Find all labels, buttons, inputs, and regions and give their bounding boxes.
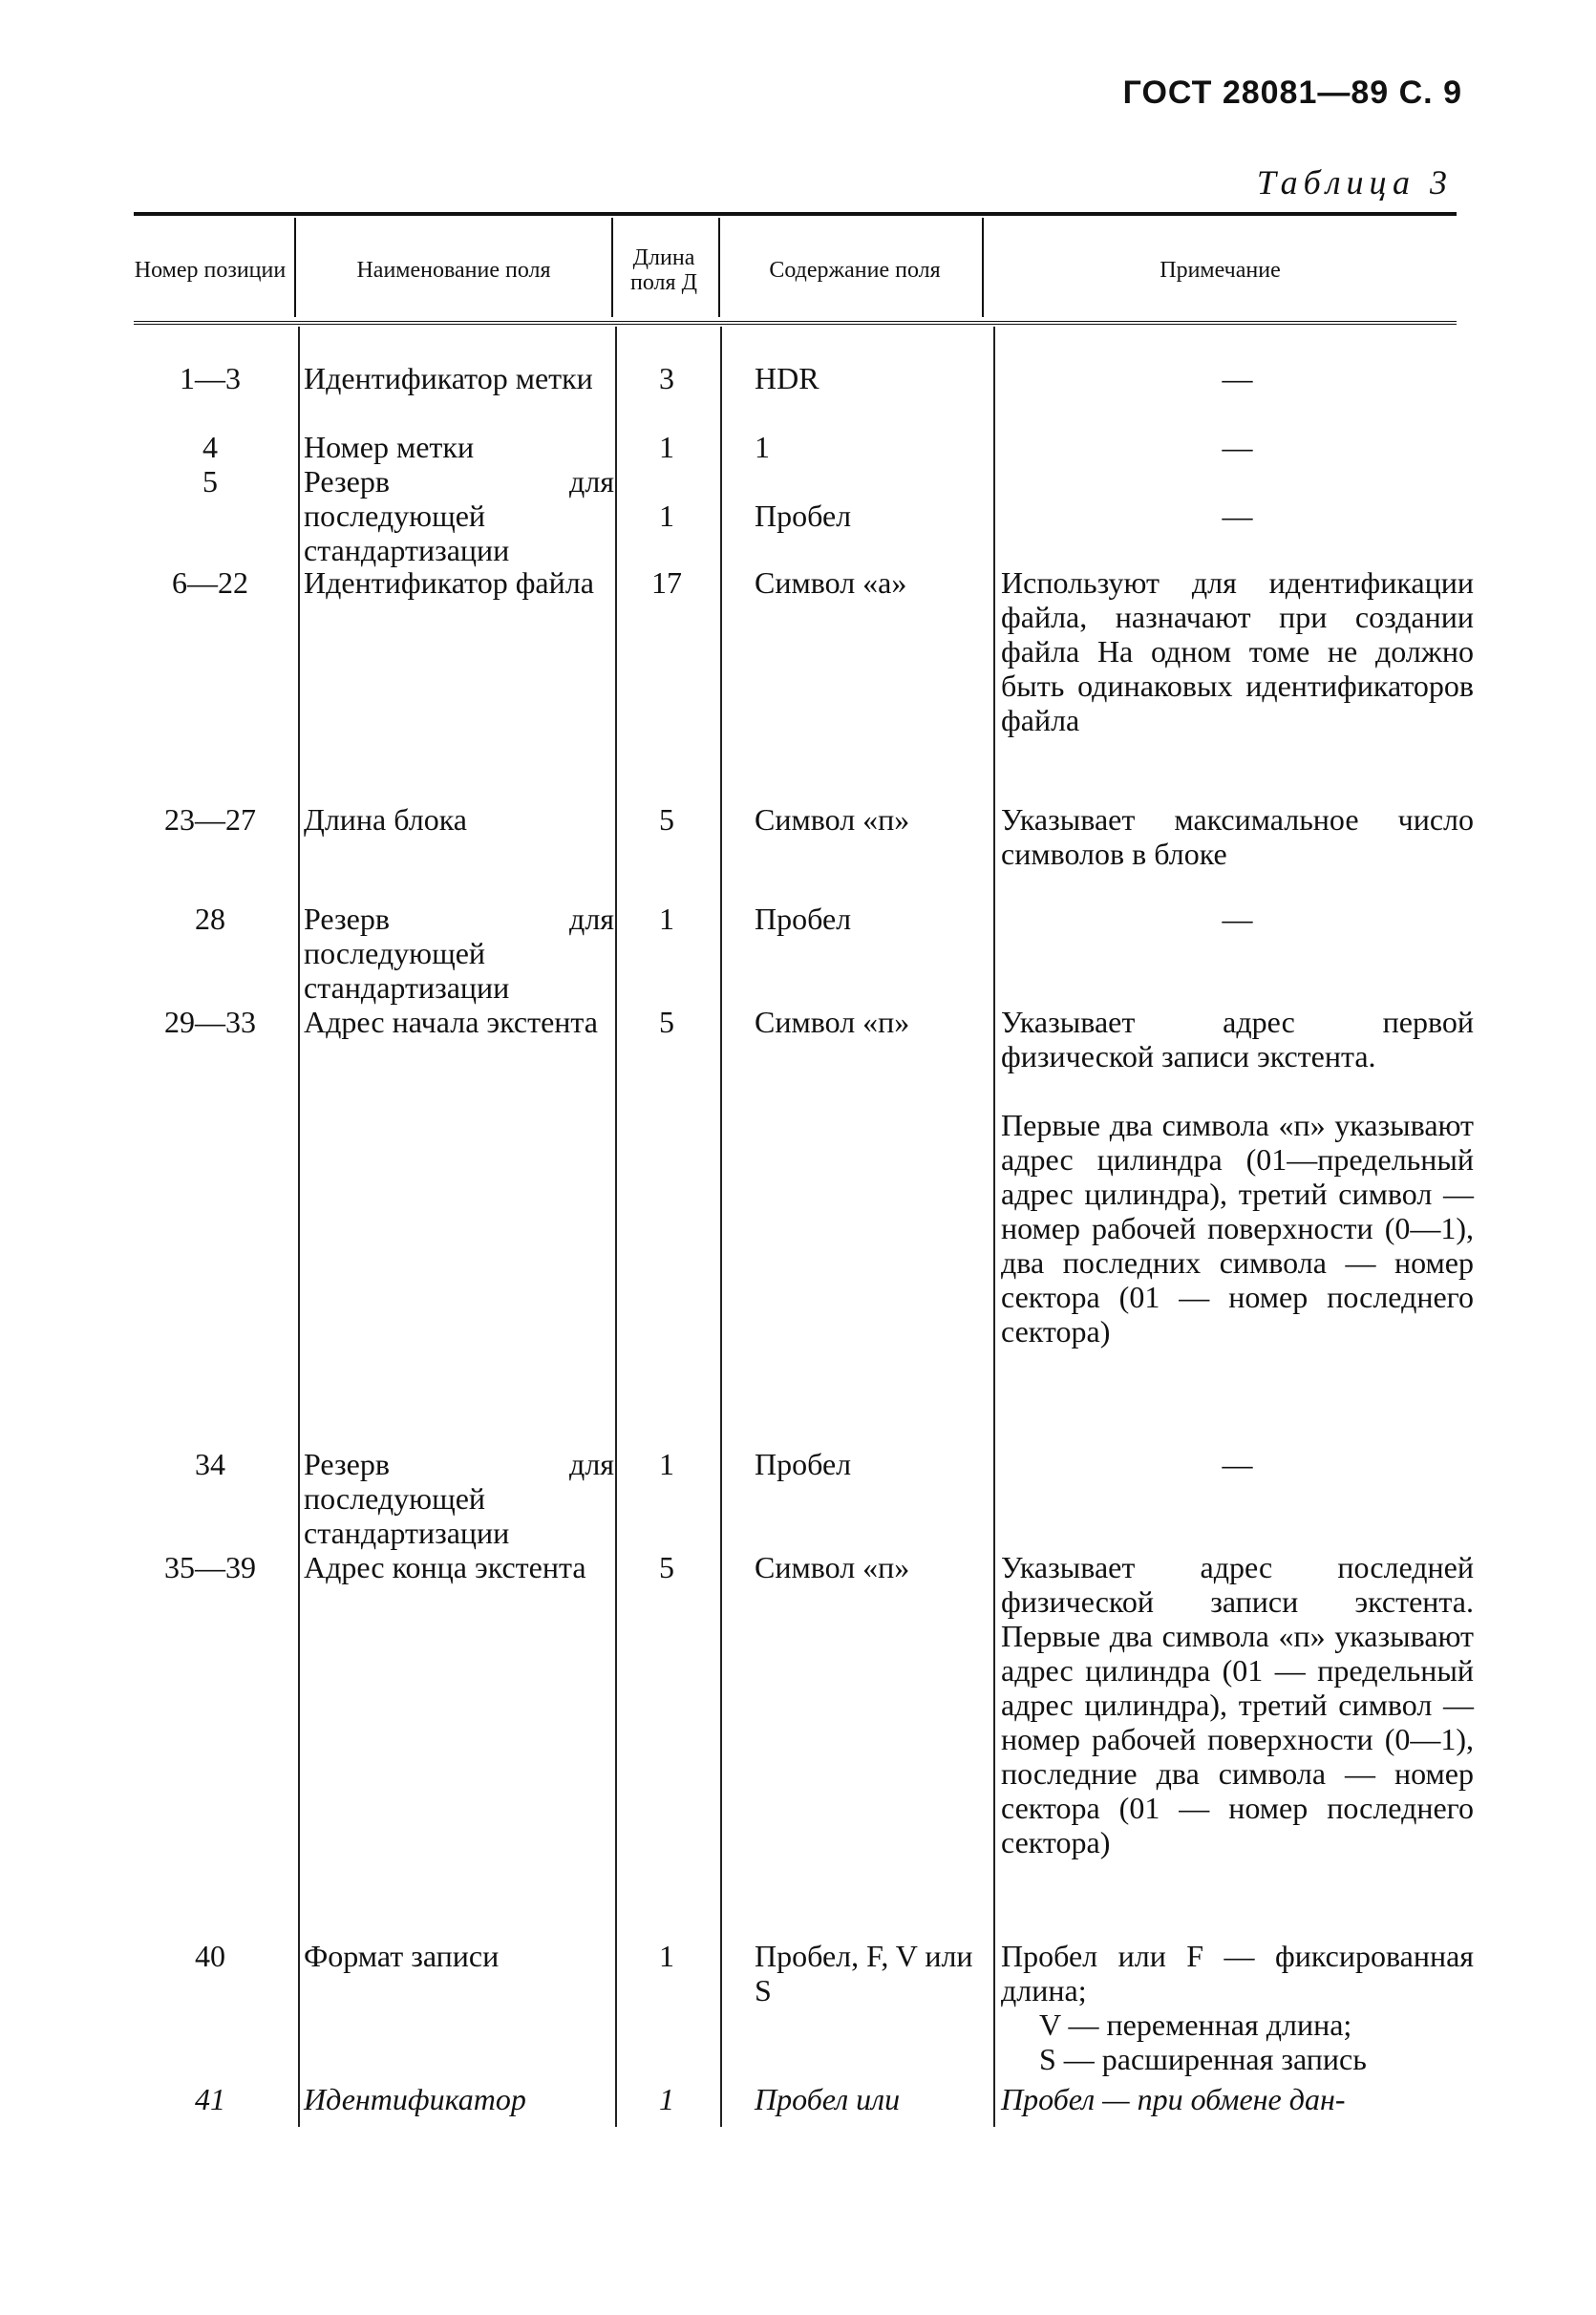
cell-note-continued: Первые два символа «п» указывают адрес цилиндра (01—предельный адрес цилиндра), третий символ — номер рабочей поверхности (0—1), два последних символа — номер сектора (01 — номер последнего сектора) (1001, 1108, 1474, 1349)
cell-len: 5 (659, 1550, 674, 1584)
cell-note: — (1222, 430, 1253, 464)
cell-len: 1 (659, 499, 674, 533)
cell-pos: 41 (195, 2082, 225, 2116)
cell-name: Формат записи (304, 1939, 500, 1973)
cell-note: Используют для идентификации файла, назначают при создании файла На одном томе не должно быть одинаковых идентификаторов файла (1001, 565, 1474, 737)
cell-content: Пробел (755, 902, 852, 936)
cell-note: — (1222, 902, 1253, 936)
cell-note: Указывает адрес последней физической записи экстента. Первые два символа «п» указывают адрес цилиндра (01 — предельный адрес цилиндра), третий символ — номер рабочей поверхности (0—1), последние два символа — номер сектора (01 — номер последнего сектора) (1001, 1550, 1474, 1859)
cell-note: — (1222, 1447, 1253, 1481)
cell-content: 1 (755, 430, 770, 464)
cell-name: Идентификатор метки (304, 361, 593, 395)
cell-pos: 28 (195, 902, 225, 936)
column-divider (298, 327, 300, 2127)
column-divider (993, 327, 995, 2127)
column-divider (615, 327, 617, 2127)
cell-name: Резерв для последующей стандартизации (304, 464, 614, 567)
cell-content: Символ «а» (755, 565, 907, 600)
cell-len: 1 (659, 1939, 674, 1973)
cell-note: Пробел или F — фиксированная длина; (1001, 1939, 1474, 2007)
cell-content: Пробел (755, 499, 852, 533)
cell-name: Резерв для последующей стандартизации (304, 902, 614, 1005)
cell-pos: 40 (195, 1939, 225, 1973)
cell-pos: 4 (202, 430, 218, 464)
cell-content: HDR (755, 361, 819, 395)
cell-pos: 35—39 (164, 1550, 256, 1584)
cell-name: Номер метки (304, 430, 475, 464)
cell-name: Длина блока (304, 802, 467, 837)
cell-len: 1 (659, 902, 674, 936)
table-caption: Таблица 3 (1256, 163, 1453, 202)
cell-content: Пробел, F, V или S (755, 1939, 973, 2007)
header-divider (611, 218, 613, 317)
header-divider (982, 218, 984, 317)
cell-pos: 34 (195, 1447, 225, 1481)
cell-content: Пробел (755, 1447, 852, 1481)
cell-pos: 5 (202, 464, 218, 499)
col-header-len: Длина поля Д (630, 244, 697, 295)
cell-len: 1 (659, 1447, 674, 1481)
cell-content: Символ «п» (755, 1005, 910, 1039)
col-header-name: Наименование поля (356, 257, 551, 283)
cell-len: 5 (659, 1005, 674, 1039)
cell-name: Идентификатор (304, 2082, 526, 2116)
col-header-content: Содержание поля (769, 257, 941, 283)
cell-len: 17 (651, 565, 682, 600)
cell-pos: 29—33 (164, 1005, 256, 1039)
cell-note-continued: V — переменная длина; (1039, 2007, 1352, 2042)
cell-len: 5 (659, 802, 674, 837)
cell-note: Пробел — при обмене дан- (1001, 2082, 1346, 2116)
cell-name: Идентификатор файла (304, 565, 594, 600)
cell-len: 1 (659, 2082, 674, 2116)
cell-content: Символ «п» (755, 802, 910, 837)
table-header-rule (134, 321, 1457, 325)
cell-len: 3 (659, 361, 674, 395)
header-divider (718, 218, 720, 317)
header-divider (294, 218, 296, 317)
cell-content: Пробел или (755, 2082, 901, 2116)
cell-name: Адрес конца экстента (304, 1550, 586, 1584)
cell-note: Указывает максимальное число символов в блоке (1001, 802, 1474, 871)
cell-name: Резерв для последующей стандартизации (304, 1447, 614, 1550)
column-divider (720, 327, 722, 2127)
cell-pos: 1—3 (180, 361, 241, 395)
col-header-note: Примечание (1160, 257, 1281, 283)
cell-name: Адрес начала экстента (304, 1005, 598, 1039)
cell-note: — (1222, 499, 1253, 533)
col-header-pos: Номер позиции (134, 257, 287, 283)
table-top-rule (134, 212, 1457, 216)
cell-pos: 23—27 (164, 802, 256, 837)
cell-content: Символ «п» (755, 1550, 910, 1584)
page-header: ГОСТ 28081—89 С. 9 (1122, 74, 1462, 111)
cell-pos: 6—22 (172, 565, 248, 600)
cell-note: — (1222, 361, 1253, 395)
cell-note: Указывает адрес первой физической записи экстента. (1001, 1005, 1474, 1073)
cell-len: 1 (659, 430, 674, 464)
cell-note-continued: S — расширенная запись (1039, 2042, 1367, 2076)
